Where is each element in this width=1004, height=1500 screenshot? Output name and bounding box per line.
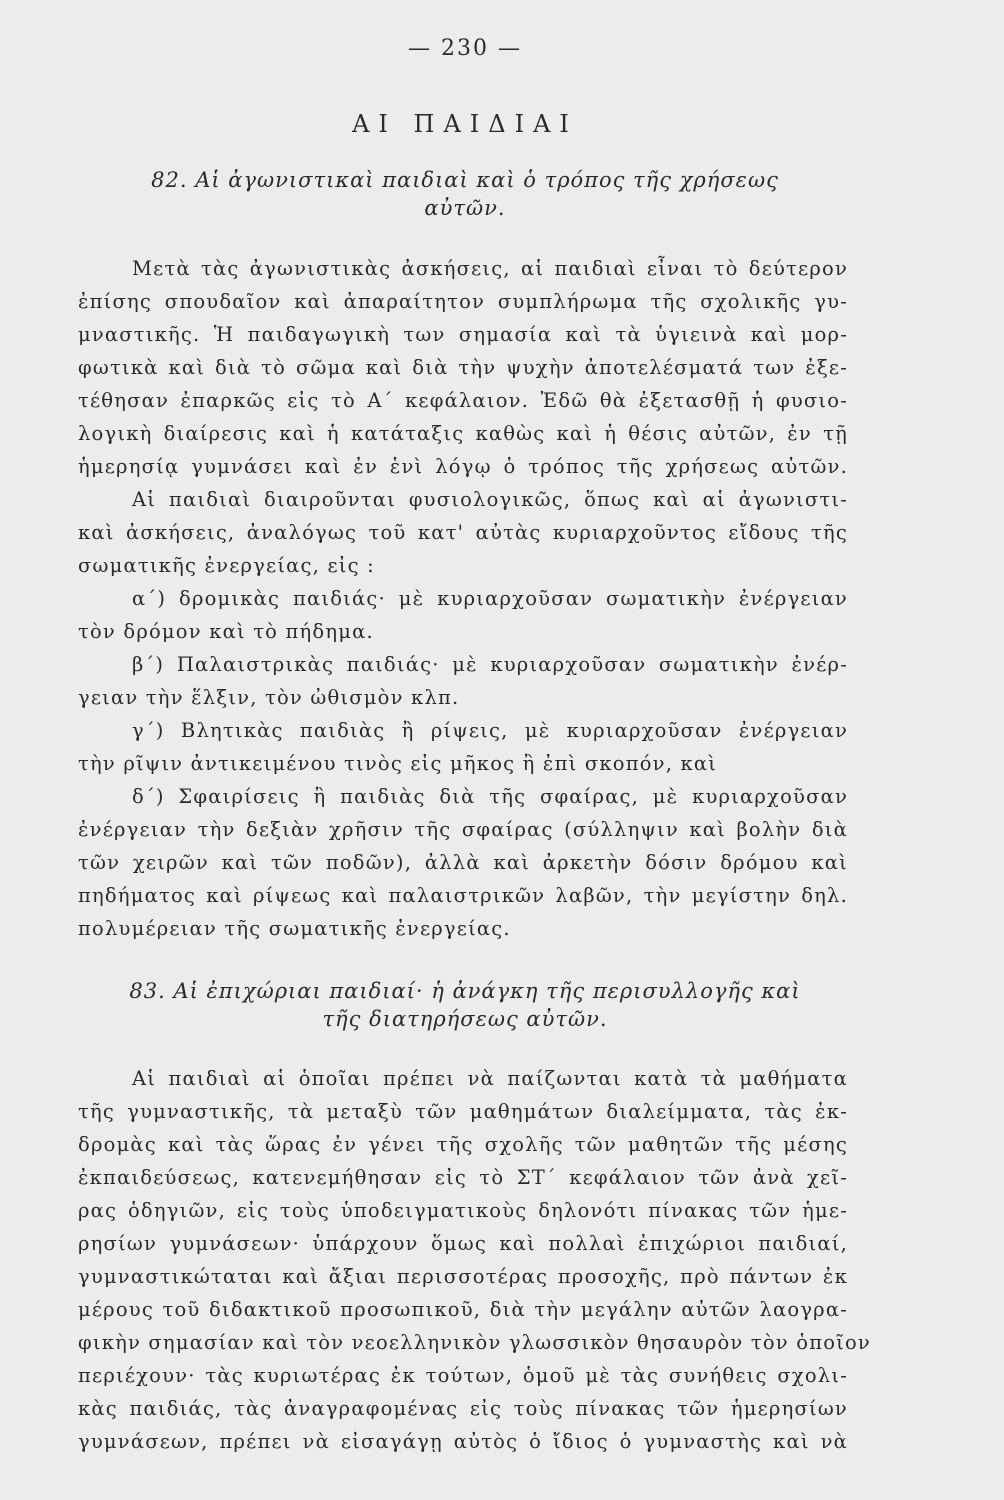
paragraph-line: φωτικὰ καὶ διὰ τὸ σῶμα καὶ διὰ τὴν ψυχὴν ἀποτελέσματά των ἐξε- — [78, 356, 848, 379]
list-item-line: α΄) δρομικὰς παιδιάς· μὲ κυριαρχοῦσαν σωματικὴν ἐνέργειαν — [132, 587, 848, 610]
section-82-heading-line-1: 82. Αἱ ἀγωνιστικαὶ παιδιαὶ καὶ ὁ τρόπος τῆς χρήσεως — [151, 168, 779, 192]
paragraph-line: ἐπίσης σπουδαῖον καὶ ἀπαραίτητον συμπλήρωμα τῆς σχολικῆς γυ- — [78, 290, 848, 313]
list-item-line: γ΄) Βλητικὰς παιδιὰς ἢ ρίψεις, μὲ κυριαρχοῦσαν ἐνέργειαν — [132, 719, 848, 742]
page-number: — 230 — — [408, 36, 522, 61]
paragraph-line: ἡμερησίᾳ γυμνάσει καὶ ἐν ἑνὶ λόγῳ ὁ τρόπος τῆς χρήσεως αὐτῶν. — [78, 455, 848, 478]
paragraph-line: περιέχουν· τὰς κυριωτέρας ἐκ τούτων, ὁμοῦ μὲ τὰς συνήθεις σχολι- — [78, 1364, 848, 1387]
paragraph-line: ἐκπαιδεύσεως, κατενεμήθησαν εἰς τὸ ΣΤ΄ κεφάλαιον τῶν ἀνὰ χεῖ- — [78, 1166, 848, 1189]
paragraph-line: φικὴν σημασίαν καὶ τὸν νεοελληνικὸν γλωσσικὸν θησαυρὸν τὸν ὁποῖον — [78, 1331, 871, 1354]
paragraph-line: Αἱ παιδιαὶ διαιροῦνται φυσιολογικῶς, ὅπως καὶ αἱ ἀγωνιστι- — [132, 488, 848, 511]
section-82-heading-line-2: αὐτῶν. — [424, 196, 506, 220]
list-item-line: τὴν ρῖψιν ἀντικειμένου τινὸς εἰς μῆκος ἢ ἐπὶ σκοπόν, καὶ — [78, 752, 718, 775]
paragraph-line: κὰς παιδιάς, τὰς ἀναγραφομένας εἰς τοὺς πίνακας τῶν ἡμερησίων — [78, 1397, 848, 1420]
paragraph-line: τέθησαν ἐπαρκῶς εἰς τὸ Α΄ κεφάλαιον. Ἐδῶ θὰ ἐξετασθῇ ἡ φυσιο- — [78, 389, 848, 412]
paragraph-line: γυμναστικώταται καὶ ἄξιαι περισσοτέρας προσοχῆς, πρὸ πάντων ἐκ — [78, 1265, 848, 1288]
paragraph-line: ρησίων γυμνάσεων· ὑπάρχουν ὅμως καὶ πολλαὶ ἐπιχώριοι παιδιαί, — [78, 1232, 848, 1255]
paragraph-line: τῆς γυμναστικῆς, τὰ μεταξὺ τῶν μαθημάτων διαλείμματα, τὰς ἐκ- — [78, 1100, 848, 1123]
paragraph-line: δρομὰς καὶ τὰς ὥρας ἐν γένει τῆς σχολῆς τῶν μαθητῶν τῆς μέσης — [78, 1133, 848, 1156]
list-item-line: δ΄) Σφαιρίσεις ἢ παιδιὰς διὰ τῆς σφαίρας, μὲ κυριαρχοῦσαν — [132, 785, 848, 808]
list-item-line: τῶν χειρῶν καὶ τῶν ποδῶν), ἀλλὰ καὶ ἀρκετὴν δόσιν δρόμου καὶ — [78, 851, 848, 874]
chapter-title: ΑΙ ΠΑΙΔΙΑΙ — [352, 110, 578, 138]
paragraph-line: καὶ ἀσκήσεις, ἀναλόγως τοῦ κατ' αὐτὰς κυριαρχοῦντος εἴδους τῆς — [78, 521, 848, 544]
paragraph-line: μναστικῆς. Ἡ παιδαγωγικὴ των σημασία καὶ τὰ ὑγιεινὰ καὶ μορ- — [78, 323, 848, 346]
list-item-line: β΄) Παλαιστρικὰς παιδιάς· μὲ κυριαρχοῦσαν σωματικὴν ἐνέρ- — [132, 653, 848, 676]
list-item-line: πηδήματος καὶ ρίψεως καὶ παλαιστρικῶν λαβῶν, τὴν μεγίστην δηλ. — [78, 884, 848, 907]
paragraph-line: μέρους τοῦ διδακτικοῦ προσωπικοῦ, διὰ τὴν μεγάλην αὐτῶν λαογρα- — [78, 1298, 848, 1321]
list-item-line: ἐνέργειαν τὴν δεξιὰν χρῆσιν τῆς σφαίρας (σύλληψιν καὶ βολὴν διὰ — [78, 818, 848, 841]
section-83-heading-line-2: τῆς διατηρήσεως αὐτῶν. — [322, 1007, 608, 1031]
paragraph-line: γυμνάσεων, πρέπει νὰ εἰσαγάγῃ αὐτὸς ὁ ἴδιος ὁ γυμναστὴς καὶ νὰ — [78, 1430, 848, 1453]
paragraph-line: Αἱ παιδιαὶ αἱ ὁποῖαι πρέπει νὰ παίζωνται κατὰ τὰ μαθήματα — [132, 1067, 848, 1090]
paragraph-line: ρας ὁδηγιῶν, εἰς τοὺς ὑποδειγματικοὺς δηλονότι πίνακας τῶν ἡμε- — [78, 1199, 848, 1222]
list-item-line: τὸν δρόμον καὶ τὸ πήδημα. — [78, 620, 374, 643]
list-item-line: πολυμέρειαν τῆς σωματικῆς ἐνεργείας. — [78, 917, 511, 940]
list-item-line: γειαν τὴν ἕλξιν, τὸν ὠθισμὸν κλπ. — [78, 686, 460, 709]
paragraph-line: λογικὴ διαίρεσις καὶ ἡ κατάταξις καθὼς καὶ ἡ θέσις αὐτῶν, ἐν τῇ — [78, 422, 848, 445]
paragraph-line: σωματικῆς ἐνεργείας, εἰς : — [78, 554, 375, 577]
paragraph-line: Μετὰ τὰς ἀγωνιστικὰς ἀσκήσεις, αἱ παιδιαὶ εἶναι τὸ δεύτερον — [132, 257, 848, 280]
section-83-heading-line-1: 83. Αἱ ἐπιχώριαι παιδιαί· ἡ ἀνάγκη τῆς περισυλλογῆς καὶ — [129, 979, 801, 1003]
